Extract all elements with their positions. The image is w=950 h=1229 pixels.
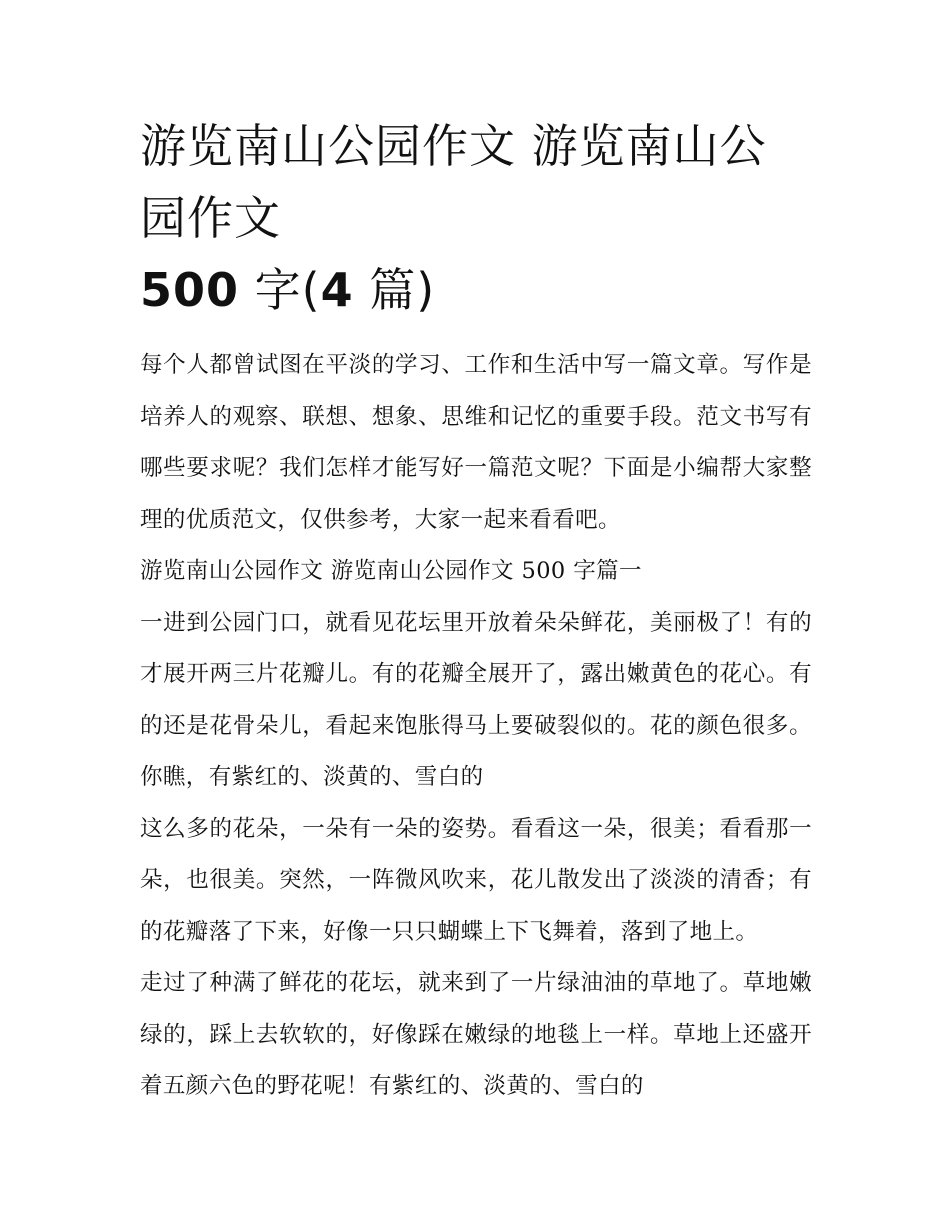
document-page: [140, 110, 812, 1113]
document-body: [140, 340, 812, 1113]
section-heading: 游览南山公园作文 游览南山公园作文 500 字篇一: [140, 558, 642, 584]
document-title: [140, 110, 812, 326]
body-paragraph-1: 一进到公园门口，就看见花坛里开放着朵朵鲜花，美丽极了！有的才展开两三片花瓣儿。有的花瓣全展开了，露出嫩黄色的花心。有的还是花骨朵儿，看起来饱胀得马上要破裂似的。花的颜色很多。你瞧，有紫红的、淡黄的、雪白的: [140, 609, 812, 790]
title-number: 500: [140, 263, 240, 317]
intro-paragraph: 每个人都曾试图在平淡的学习、工作和生活中写一篇文章。写作是培养人的观察、联想、想象、思维和记忆的重要手段。范文书写有哪些要求呢？我们怎样才能写好一篇范文呢？下面是小编帮大家整理的优质范文，仅供参考，大家一起来看看吧。: [140, 352, 812, 533]
title-part-1: 游览南山公园作文 游览南山公园作文: [140, 119, 767, 245]
title-part-3: 篇): [369, 263, 436, 317]
title-count: 4: [320, 263, 354, 317]
body-paragraph-2: 这么多的花朵，一朵有一朵的姿势。看看这一朵，很美；看看那一朵，也很美。突然，一阵微风吹来，花儿散发出了淡淡的清香；有的花瓣落了下来，好像一只只蝴蝶上下飞舞着，落到了地上。: [140, 815, 812, 945]
body-paragraph-3: 走过了种满了鲜花的花坛，就来到了一片绿油油的草地了。草地嫩绿的，踩上去软软的，好像踩在嫩绿的地毯上一样。草地上还盛开着五颜六色的野花呢！有紫红的、淡黄的、雪白的: [140, 970, 812, 1099]
title-part-2: 字(: [254, 263, 321, 317]
